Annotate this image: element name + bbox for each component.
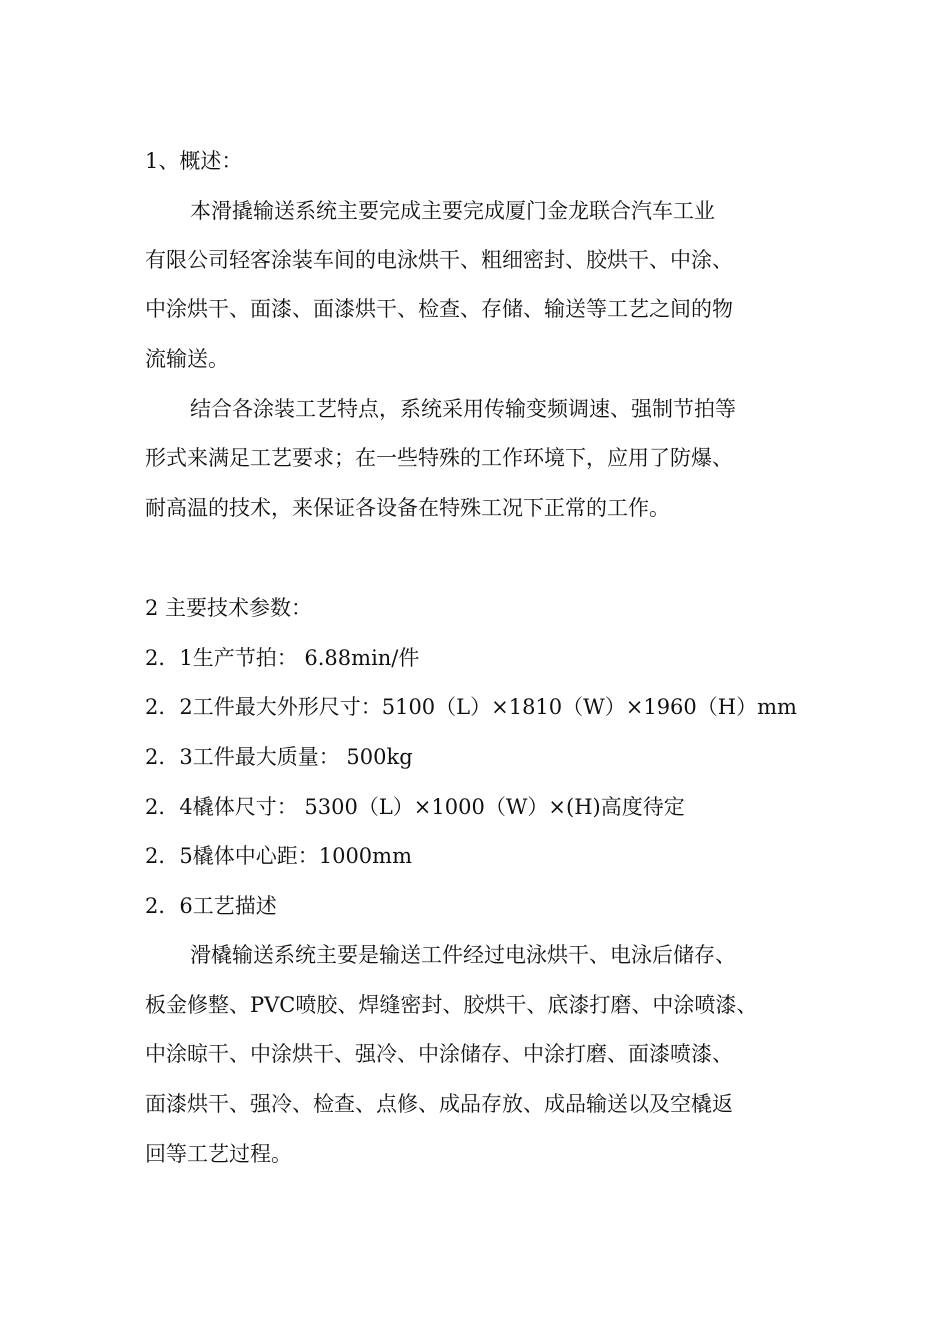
param-workpiece-mass: 2．3工件最大质量： 500kg [145, 745, 413, 769]
features-paragraph-line-1: 结合各涂装工艺特点，系统采用传输变频调速、强制节拍等 [190, 397, 736, 421]
param-skid-dimensions: 2．4橇体尺寸： 5300（L）×1000（W）×(H)高度待定 [145, 795, 685, 819]
process-paragraph-line-3: 中涂晾干、中涂烘干、强冷、中涂储存、中涂打磨、面漆喷漆、 [145, 1042, 733, 1066]
param-process-description-heading: 2．6工艺描述 [145, 894, 277, 918]
overview-paragraph-line-4: 流输送。 [145, 347, 229, 371]
overview-paragraph-line-2: 有限公司轻客涂装车间的电泳烘干、粗细密封、胶烘干、中涂、 [145, 248, 733, 272]
process-paragraph-line-5: 回等工艺过程。 [145, 1142, 292, 1166]
param-skid-pitch: 2．5橇体中心距：1000mm [145, 844, 412, 868]
overview-paragraph-line-3: 中涂烘干、面漆、面漆烘干、检查、存储、输送等工艺之间的物 [145, 297, 733, 321]
features-paragraph-line-3: 耐高温的技术，来保证各设备在特殊工况下正常的工作。 [145, 496, 670, 520]
process-paragraph-line-4: 面漆烘干、强冷、检查、点修、成品存放、成品输送以及空橇返 [145, 1092, 733, 1116]
section-1-heading: 1、概述： [145, 149, 243, 173]
param-workpiece-dimensions: 2．2工件最大外形尺寸：5100（L）×1810（W）×1960（H）mm [145, 695, 797, 719]
features-paragraph-line-2: 形式来满足工艺要求；在一些特殊的工作环境下，应用了防爆、 [145, 446, 733, 470]
section-2-heading: 2 主要技术参数： [145, 596, 313, 620]
process-paragraph-line-2: 板金修整、PVC喷胶、焊缝密封、胶烘干、底漆打磨、中涂喷漆、 [145, 993, 758, 1017]
overview-paragraph-line-1: 本滑撬输送系统主要完成主要完成厦门金龙联合汽车工业 [190, 199, 715, 223]
param-takt-time: 2．1生产节拍： 6.88min/件 [145, 646, 420, 670]
process-paragraph-line-1: 滑橇输送系统主要是输送工件经过电泳烘干、电泳后储存、 [190, 943, 736, 967]
